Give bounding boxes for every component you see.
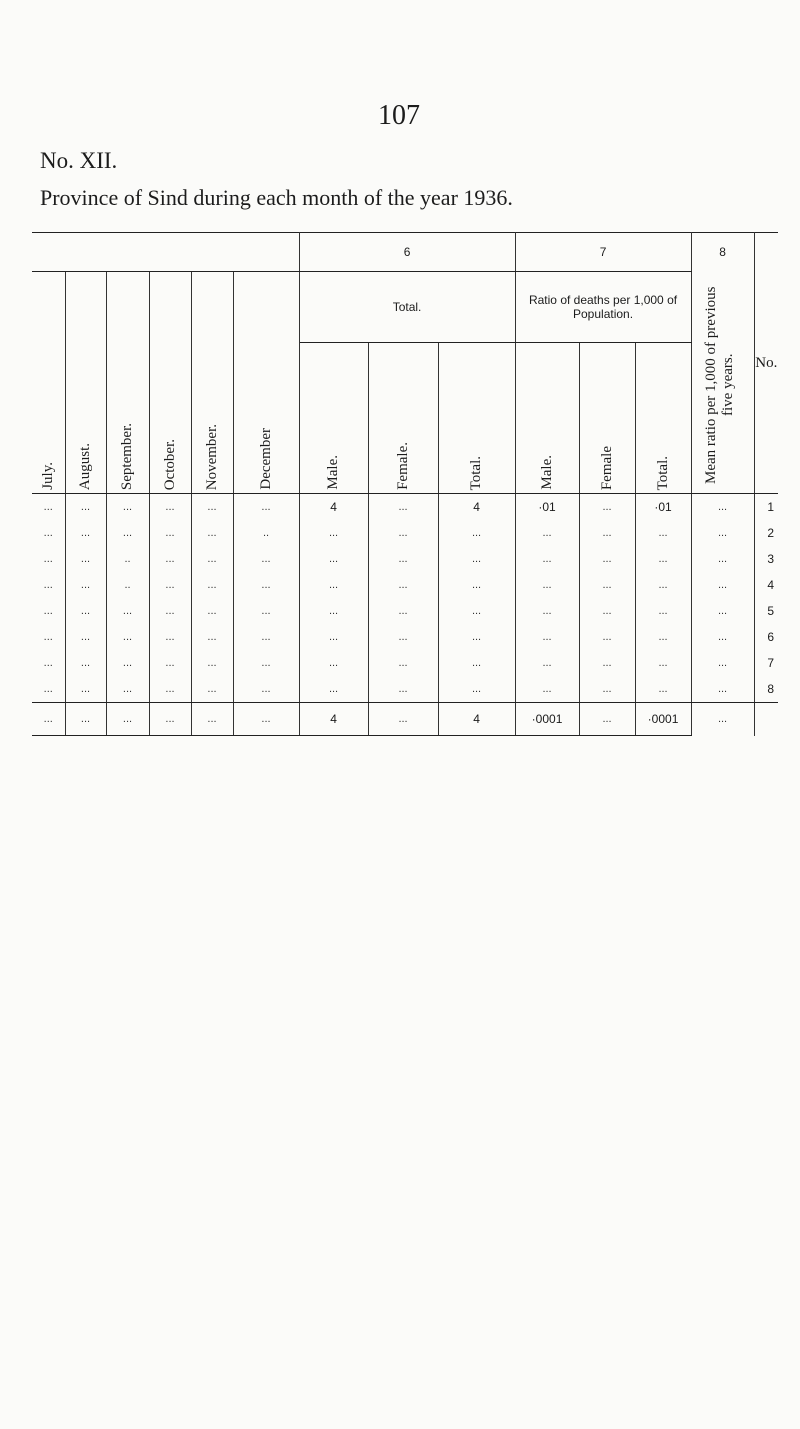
- cell: ...: [32, 703, 65, 736]
- cell: ...: [691, 520, 754, 546]
- cell: ...: [191, 676, 233, 703]
- cell: ...: [368, 572, 438, 598]
- month-header-october: October.: [149, 272, 191, 494]
- cell: ...: [191, 650, 233, 676]
- cell: ...: [149, 520, 191, 546]
- row-number: 1: [767, 500, 775, 514]
- cell: ...: [368, 676, 438, 703]
- group-number-6: 6: [299, 233, 515, 272]
- cell: ...: [65, 546, 106, 572]
- cell: ...: [106, 494, 149, 521]
- cell: ...: [635, 598, 691, 624]
- cell: ...: [368, 494, 438, 521]
- cell: ...: [65, 650, 106, 676]
- cell: 4: [438, 494, 515, 521]
- page-number: 107: [378, 100, 420, 131]
- cell: ...: [515, 624, 579, 650]
- sub-header-total-total: Total.: [438, 343, 515, 494]
- cell: ...: [579, 676, 635, 703]
- row-number: 3: [767, 552, 775, 566]
- cell: ...: [233, 598, 299, 624]
- cell: ·01: [635, 494, 691, 521]
- cell: ...: [691, 676, 754, 703]
- table-row: [32, 598, 778, 624]
- cell: ...: [635, 624, 691, 650]
- table-row: [32, 546, 778, 572]
- cell: ...: [299, 650, 368, 676]
- cell: ...: [191, 703, 233, 736]
- cell: ...: [438, 572, 515, 598]
- cell: ...: [691, 546, 754, 572]
- group-number-7: 7: [515, 233, 691, 272]
- cell: ...: [65, 598, 106, 624]
- cell: ...: [106, 650, 149, 676]
- cell: ...: [106, 703, 149, 736]
- cell: 4: [299, 494, 368, 521]
- cell: ...: [65, 676, 106, 703]
- sub-header-total-female: Female.: [368, 343, 438, 494]
- cell: ...: [233, 624, 299, 650]
- cell: 4: [299, 703, 368, 736]
- cell: ...: [438, 676, 515, 703]
- cell: ...: [635, 546, 691, 572]
- cell: ...: [32, 546, 65, 572]
- cell: ...: [579, 703, 635, 736]
- month-header-july: July.: [32, 272, 65, 494]
- cell: ...: [149, 650, 191, 676]
- cell: ..: [106, 572, 149, 598]
- cell: ...: [515, 650, 579, 676]
- sub-header-ratio-female: Female: [579, 343, 635, 494]
- cell: ...: [106, 598, 149, 624]
- cell: ·01: [515, 494, 579, 521]
- month-header-november: November.: [191, 272, 233, 494]
- cell: ...: [32, 520, 65, 546]
- row-number: 8: [754, 676, 778, 703]
- cell: ...: [233, 676, 299, 703]
- table-row: [32, 572, 778, 598]
- cell: ...: [32, 624, 65, 650]
- cell: ...: [32, 676, 65, 703]
- cell: ...: [149, 494, 191, 521]
- cell: ...: [32, 572, 65, 598]
- cell: ...: [149, 624, 191, 650]
- row-number: 6: [767, 630, 775, 644]
- cell: ...: [515, 546, 579, 572]
- cell: ...: [691, 494, 754, 521]
- table-row: [32, 650, 778, 676]
- months-group-header: [32, 233, 299, 272]
- cell: ...: [149, 676, 191, 703]
- cell: ...: [191, 572, 233, 598]
- cell: ...: [368, 520, 438, 546]
- table-row: [32, 520, 778, 546]
- cell: ...: [368, 624, 438, 650]
- cell: ...: [368, 546, 438, 572]
- cell: ...: [149, 546, 191, 572]
- row-number: 7: [767, 656, 775, 670]
- table-body: [32, 494, 778, 736]
- cell: ·0001: [515, 703, 579, 736]
- total-row: [32, 703, 778, 736]
- cell: ...: [299, 598, 368, 624]
- cell: ...: [32, 494, 65, 521]
- cell: ...: [233, 572, 299, 598]
- cell: ...: [515, 520, 579, 546]
- group-number-8: 8: [691, 233, 754, 272]
- cell: ...: [299, 520, 368, 546]
- row-number: 5: [767, 604, 775, 618]
- cell: ...: [691, 624, 754, 650]
- cell: ...: [579, 624, 635, 650]
- cell: ...: [233, 494, 299, 521]
- cell: ...: [106, 520, 149, 546]
- cell: ...: [368, 703, 438, 736]
- cell: ...: [32, 598, 65, 624]
- cell: ...: [579, 650, 635, 676]
- cell: ..: [106, 546, 149, 572]
- cell: ...: [579, 520, 635, 546]
- total-group-header: Total.: [299, 272, 515, 343]
- cell: ...: [191, 520, 233, 546]
- cell: ...: [299, 572, 368, 598]
- cell: ...: [299, 624, 368, 650]
- cell: ...: [191, 598, 233, 624]
- cell: ...: [515, 572, 579, 598]
- cell: ...: [65, 520, 106, 546]
- cell: ...: [149, 598, 191, 624]
- table-row: [32, 676, 778, 703]
- cell: ...: [191, 546, 233, 572]
- cell: ...: [106, 624, 149, 650]
- cell: ...: [191, 624, 233, 650]
- cell: ...: [579, 494, 635, 521]
- cell: ...: [149, 572, 191, 598]
- cell: ...: [368, 650, 438, 676]
- cell: ...: [149, 703, 191, 736]
- mortality-table: [32, 232, 778, 736]
- document-title: Province of Sind during each month of the year 1936.: [40, 185, 513, 210]
- cell: ...: [299, 676, 368, 703]
- cell: ...: [438, 520, 515, 546]
- cell: ...: [438, 546, 515, 572]
- cell: ...: [191, 494, 233, 521]
- cell: ...: [691, 650, 754, 676]
- mortality-table-container: [32, 232, 778, 736]
- month-header-december: December: [233, 272, 299, 494]
- cell: ...: [691, 572, 754, 598]
- cell: ...: [299, 546, 368, 572]
- sub-header-ratio-male: Male.: [515, 343, 579, 494]
- cell: ...: [233, 650, 299, 676]
- cell: ...: [635, 650, 691, 676]
- cell: ...: [32, 650, 65, 676]
- cell: ·0001: [635, 703, 691, 736]
- cell: ...: [579, 572, 635, 598]
- row-number: [754, 703, 778, 736]
- cell: 4: [438, 703, 515, 736]
- cell: ...: [438, 598, 515, 624]
- row-number: 2: [767, 526, 775, 540]
- cell: ...: [579, 598, 635, 624]
- mean-ratio-header: Mean ratio per 1,000 of previous five years.: [691, 272, 754, 494]
- row-number: 4: [767, 578, 775, 592]
- cell: ...: [65, 494, 106, 521]
- month-header-august: August.: [65, 272, 106, 494]
- cell: ...: [515, 676, 579, 703]
- cell: ..: [233, 520, 299, 546]
- table-row: [32, 624, 778, 650]
- cell: ...: [515, 598, 579, 624]
- cell: ...: [635, 676, 691, 703]
- cell: ...: [438, 650, 515, 676]
- cell: ...: [106, 676, 149, 703]
- cell: ...: [65, 572, 106, 598]
- cell: ...: [368, 598, 438, 624]
- cell: ...: [691, 598, 754, 624]
- no-column-header: No.: [754, 233, 778, 494]
- sub-header-total-male: Male.: [299, 343, 368, 494]
- cell: ...: [65, 624, 106, 650]
- cell: ...: [635, 520, 691, 546]
- ratio-group-header: Ratio of deaths per 1,000 of Population.: [515, 272, 691, 343]
- cell: ...: [438, 624, 515, 650]
- cell: ...: [579, 546, 635, 572]
- cell: ...: [233, 703, 299, 736]
- month-header-september: September.: [106, 272, 149, 494]
- cell: ...: [65, 703, 106, 736]
- table-row: [32, 494, 778, 521]
- cell: ...: [691, 703, 754, 736]
- cell: ...: [635, 572, 691, 598]
- cell: ...: [233, 546, 299, 572]
- sub-header-ratio-total: Total.: [635, 343, 691, 494]
- document-number: No. XII.: [40, 148, 118, 173]
